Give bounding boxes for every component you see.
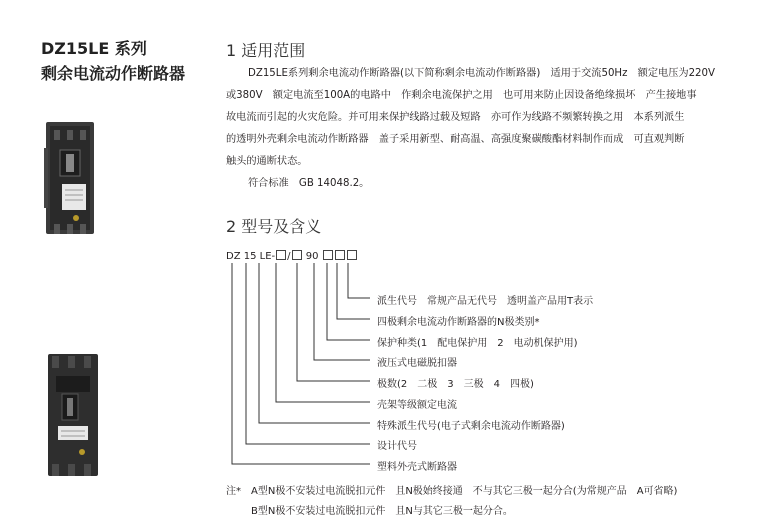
- scope-paragraph-line: DZ15LE系列剩余电流动作断路器(以下简称剩余电流动作断路器) 适用于交流50Hz 额定电压为220V: [248, 68, 715, 79]
- standard-reference: 符合标准 GB 14048.2。: [248, 178, 370, 189]
- section-heading-model: 2 型号及含义: [226, 217, 322, 236]
- note-mark: 注*: [226, 486, 241, 497]
- meaning-pole-count: 极数(2 二极 3 三极 4 四极): [377, 379, 534, 390]
- scope-paragraph-line: 或380V 额定电流至100A的电路中 作剩余电流保护之用 也可用来防止因设备绝缘损坏 产生接地事: [226, 90, 697, 101]
- product-name-title: 剩余电流动作断路器: [41, 64, 186, 83]
- meaning-derivative-code: 派生代号 常规产品无代号 透明盖产品用T表示: [377, 296, 594, 307]
- meaning-protection-type: 保护种类(1 配电保护用 2 电动机保护用): [377, 338, 578, 349]
- meaning-molded-case: 塑料外壳式断路器: [377, 462, 457, 473]
- meaning-design-code: 设计代号: [377, 441, 417, 452]
- section-heading-scope: 1 适用范围: [226, 41, 306, 60]
- meaning-release-type: 液压式电磁脱扣器: [377, 358, 457, 369]
- note-line-b: B型N极不安装过电流脱扣元件 且N与其它三极一起分合。: [251, 506, 513, 517]
- scope-paragraph-line: 的透明外壳剩余电流动作断路器 盖子采用新型、耐高温、高强度聚碳酸酯材料制作而成 可直观判断: [226, 134, 685, 145]
- note-line-a: A型N极不安装过电流脱扣元件 且N极始终接通 不与其它三极一起分合(为常规产品 A可省略): [251, 486, 678, 497]
- meaning-frame-current: 壳架等级额定电流: [377, 400, 457, 411]
- scope-paragraph-line: 故电流而引起的火灾危险。并可用来保护线路过载及短路 亦可作为线路不频繁转换之用 本系列派生: [226, 112, 685, 123]
- scope-paragraph-line: 触头的通断状态。: [226, 156, 308, 167]
- product-series-title: DZ15LE 系列: [41, 39, 147, 58]
- meaning-n-pole-type: 四极剩余电流动作断路器的N极类别*: [377, 317, 540, 328]
- model-code-prefix: DZ 15 LE-: [226, 251, 276, 262]
- model-code-ninety: 90: [305, 251, 319, 262]
- model-code-slash: /: [287, 251, 291, 262]
- meaning-special-derivative: 特殊派生代号(电子式剩余电流动作断路器): [377, 421, 565, 432]
